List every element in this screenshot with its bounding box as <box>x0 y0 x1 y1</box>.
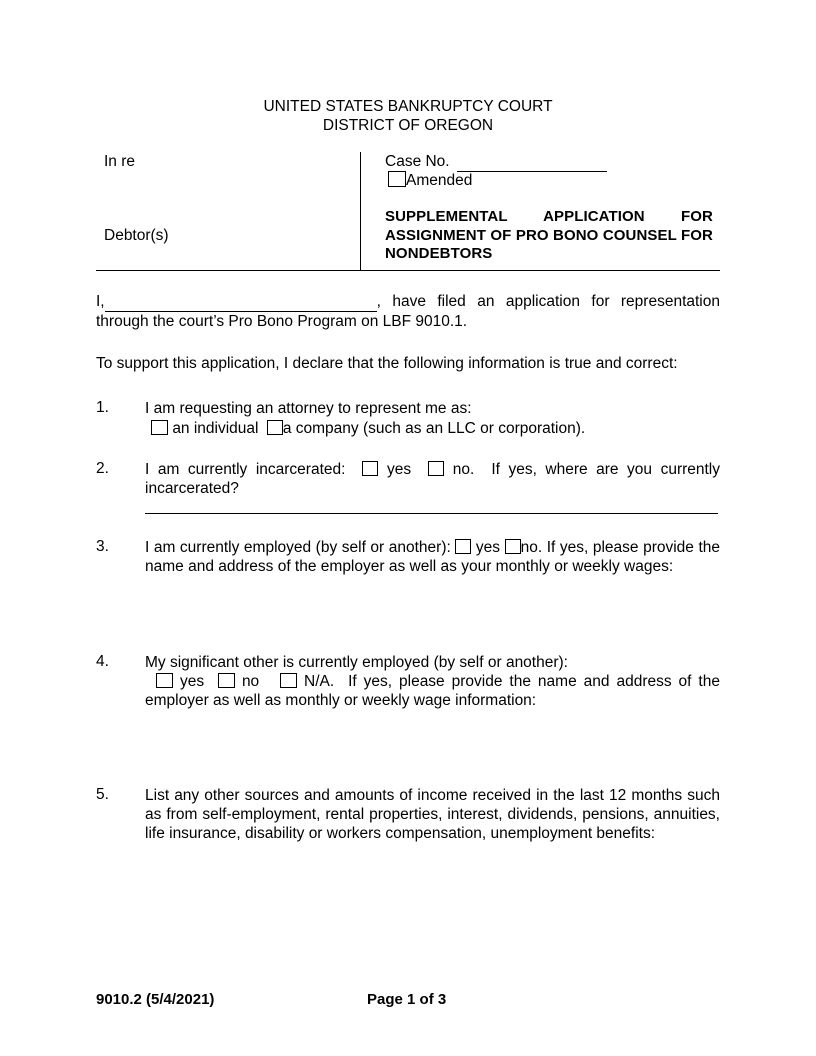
caption-horizontal-divider <box>96 270 720 271</box>
incarceration-location-field[interactable] <box>145 513 718 514</box>
company-label: a company (such as an LLC or corporation). <box>282 420 586 437</box>
item-4-number: 4. <box>96 653 109 670</box>
case-number-field[interactable] <box>457 153 607 172</box>
form-identifier: 9010.2 (5/4/2021) <box>96 991 215 1008</box>
court-name: UNITED STATES BANKRUPTCY COURT <box>263 98 553 115</box>
company-checkbox[interactable] <box>267 420 283 435</box>
amended-label: Amended <box>406 172 473 189</box>
incarcerated-yes-label: yes <box>387 461 412 478</box>
employed-no-checkbox[interactable] <box>505 539 521 554</box>
item-5-number: 5. <box>96 786 109 803</box>
intro-prefix: I, <box>96 293 105 310</box>
item-4-options <box>145 672 720 710</box>
spouse-employed-no-checkbox[interactable] <box>218 673 235 688</box>
caption-vertical-divider <box>360 152 361 270</box>
item-3-question: I am currently employed (by self or another): <box>145 539 451 556</box>
employed-yes-checkbox[interactable] <box>455 539 471 554</box>
incarcerated-no-label: no. <box>452 461 475 478</box>
item-4-text: My significant other is currently employed (by self or another): <box>145 654 568 671</box>
item-3-text <box>145 538 720 576</box>
item-2-number: 2. <box>96 460 109 477</box>
individual-checkbox[interactable] <box>151 420 168 435</box>
debtors-label: Debtor(s) <box>104 227 169 244</box>
spouse-employed-yes-label: yes <box>179 673 205 690</box>
item-2-question: I am currently incarcerated: <box>145 461 346 478</box>
item-5-text: List any other sources and amounts of income received in the last 12 months such as from self-employment, rental properties, interest, dividends, pensions, annuities, life insurance, disability or workers compensation, unemployment benefits: <box>145 787 720 842</box>
item-3-number: 3. <box>96 538 109 555</box>
amended-checkbox[interactable] <box>388 171 406 187</box>
page-number: Page 1 of 3 <box>367 991 447 1008</box>
spouse-employed-na-label: N/A. <box>304 673 335 690</box>
court-district: DISTRICT OF OREGON <box>322 117 494 134</box>
spouse-employed-no-label: no <box>241 673 260 690</box>
item-1-options <box>151 420 585 438</box>
incarcerated-yes-checkbox[interactable] <box>362 461 378 476</box>
declaration-text: To support this application, I declare that the following information is true and correct: <box>96 355 678 372</box>
item-1-text: I am requesting an attorney to represent me as: <box>145 400 472 417</box>
item-1-number: 1. <box>96 399 109 416</box>
employed-yes-label: yes <box>475 539 501 556</box>
spouse-employed-yes-checkbox[interactable] <box>156 673 173 688</box>
case-number-row <box>385 153 607 172</box>
document-title: SUPPLEMENTAL APPLICATION FOR ASSIGNMENT OF PRO BONO COUNSEL FOR NONDEBTORS <box>385 208 713 262</box>
applicant-name-field[interactable] <box>105 292 377 312</box>
in-re-label: In re <box>104 153 136 170</box>
item-4-followup: If yes, please provide the name and address of the employer as well as monthly or weekly wage information: <box>145 673 720 709</box>
case-number-label: Case No. <box>385 153 450 170</box>
intro-paragraph <box>96 292 720 331</box>
court-header <box>0 97 816 135</box>
item-3-followup: no. If yes, please provide the name and address of the employer as well as your monthly or weekly wages: <box>145 539 721 575</box>
item-2-text <box>145 460 720 498</box>
incarcerated-no-checkbox[interactable] <box>428 461 444 476</box>
intro-suffix: , have filed an application for representation through the court’s Pro Bono Program on LBF 9010.1. <box>96 293 720 330</box>
spouse-employed-na-checkbox[interactable] <box>280 673 297 688</box>
item-2-followup: If yes, where are you currently incarcerated? <box>145 461 721 497</box>
individual-label: an individual <box>172 420 259 437</box>
amended-row <box>388 171 472 190</box>
